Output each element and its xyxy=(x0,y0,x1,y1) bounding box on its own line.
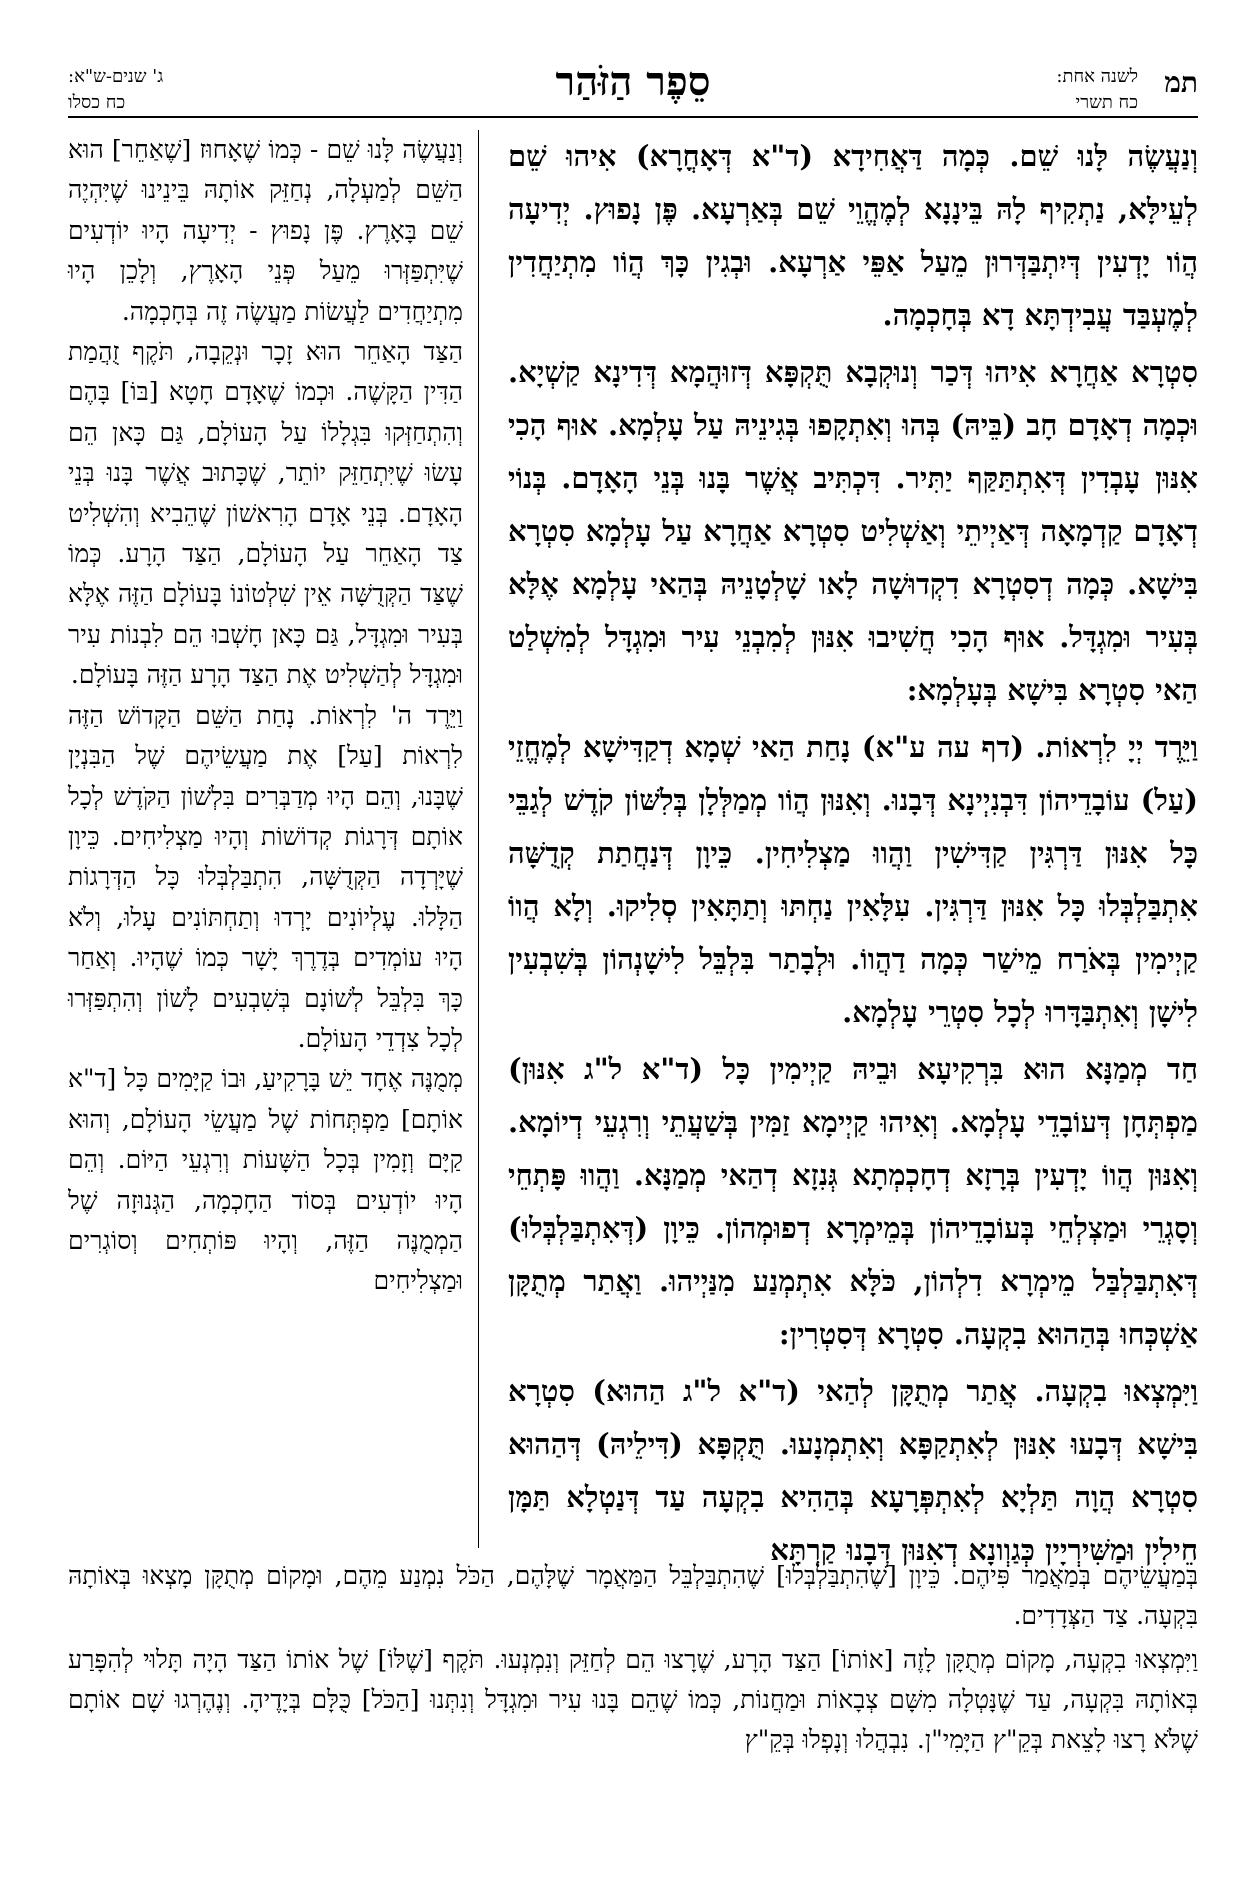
header-right-line2: כח תשרי xyxy=(1075,92,1138,113)
header-left-line1: ג' שנים-ש"א: xyxy=(68,66,164,87)
page-number: תמ xyxy=(1164,66,1198,99)
book-title: סֵפֶר הַזֹּהַר xyxy=(555,58,711,105)
hebrew-paragraph: וַיֵּרֶד ה' לִרְאוֹת. נָחַת הַשֵּׁם הַקָּדוֹשׁ הַזֶּה לִרְאוֹת [עַל] אֶת מַעֲשֵׂיהֶם שֶׁל הַבִּנְיָן שֶׁבָּנוּ, וְהֵם הָיוּ מְדַבְּרִים בִּלְשׁוֹן הַקֹּדֶשׁ לְכָל אוֹתָם דְּרָגוֹת קְדוֹשׁוֹת וְהָיוּ מַצְלִיחִים. כֵּיוָן שֶׁיָּרְדָה הַקְּדֻשָּׁה, הִתְבַּלְבְּלוּ כָּל הַדְּרָגוֹת הַלָּלוּ. עֶלְיוֹנִים יָרְדוּ וְתַחְתּוֹנִים עָלוּ, וְלֹא הָיוּ עוֹמְדִים בְּדֶרֶךְ יָשָׁר כְּמוֹ שֶׁהָיוּ. וְאַחַר כָּךְ בִּלְבֵּל לְשׁוֹנָם בְּשִׁבְעִים לָשׁוֹן וְהִתְפַּזְּרוּ לְכָל צִדְדֵי הָעוֹלָם. xyxy=(68,700,463,1053)
page-header xyxy=(68,58,1198,113)
header-divider xyxy=(68,116,1198,118)
header-right-line1: לשנה אחת: xyxy=(1056,66,1138,87)
hebrew-translation-column xyxy=(68,130,463,1550)
hebrew-paragraph: מְמֻנֶּה אֶחָד יֵשׁ בָּרָקִיעַ, וּבוֹ קַיָּמִים כָּל [ד"א אוֹתָם] מַפְתְּחוֹת שֶׁל מַעֲשֵׂי הָעוֹלָם, וְהוּא קַיָּם וְזָמִין בְּכָל הַשָּׁעוֹת וְרִגְעֵי הַיּוֹם. וְהֵם הָיוּ יוֹדְעִים בְּסוֹד הַחָכְמָה, הַגְּנוּזָה שֶׁל הַמְמֻנֶּה הַזֶּה, וְהָיוּ פּוֹתְחִים וְסוֹגְרִים וּמַצְלִיחִים xyxy=(68,1064,463,1296)
column-divider xyxy=(478,130,479,1548)
aramaic-paragraph: סִטְרָא אַחֲרָא אִיהוּ דְּכַר וְנוּקְבָא תֻּקְפָּא דְּזוּהֲמָא דְּדִינָא קַשְׁיָא. וּכְמָה דְאָדָם חָב (בֵּיהּ) בְּהוּ וְאִתְקָפוּ בְּגִינֵיהּ עַל עָלְמָא. אוּף הָכִי אִנּוּן עָבְדִין דְּאִתְתַּקַּף יַתִּיר. דִּכְתִּיב אֲשֶׁר בָּנוּ בְּנֵי הָאָדָם. בְּנוֹי דְאָדָם קַדְמָאָה דְּאַיְיתֵי וְאַשְׁלִיט סִטְרָא אַחֲרָא עַל עָלְמָא סִטְרָא בִּישָׁא. כְּמָה דְסִטְרָא דִקְדוּשָׁה לָאו שָׁלְטָנֵיהּ בְּהַאי עָלְמָא אֶלָּא בְּעִיר וּמִגְדָּל. אוּף הָכִי חֲשִׁיבוּ אִנּוּן לְמִבְנֵי עִיר וּמִגְדָּל לְמִשְׁלַט הַאי סִטְרָא בִּישָׁא בְּעָלְמָא: xyxy=(508,355,1198,707)
aramaic-text-column xyxy=(508,130,1198,1567)
aramaic-paragraph: וְנַעֲשֶׂה לָּנוּ שֵׁם. כְּמָה דַּאֲחִידָא (ד"א דְּאָחֳרָא) אִיהוּ שֵׁם לְעֵילָּא, נַתְקִיף לָהּ בֵּינָנָא לְמֶהֱוֵי שֵׁם בְּאַרְעָא. פֶּן נָפוּץ. יְדִיעָה הֲוֹו יָדְעִין דְּיִתְבַּדְּרוּן מֵעַל אַפֵּי אַרְעָא. וּבְגִין כָּךְ הֲוֹו מִתְיַחֲדִין לְמֶעְבַּד עֲבִידְתָּא דָא בְּחָכְמָה. xyxy=(508,139,1198,332)
hebrew-paragraph: וְנַעֲשֶׂה לָּנוּ שֵׁם - כְּמוֹ שֶׁאָחוּז [שֶׁאַחֵר] הוּא הַשֵּׁם לְמַעְלָה, נְחַזֵּק אוֹתָהּ בֵּינֵינוּ שֶׁיִּהְיֶה שֵׁם בָּאָרֶץ. פֶּן נָפוּץ - יְדִיעָה הָיוּ יוֹדְעִים שֶׁיִּתְפַּזְּרוּ מֵעַל פְּנֵי הָאָרֶץ, וְלָכֵן הָיוּ מִתְיַחֲדִים לַעֲשׂוֹת מַעֲשֶׂה זֶה בְּחָכְמָה. xyxy=(68,135,463,326)
bottom-paragraph: בְּמַעֲשֵׂיהֶם בְּמַאֲמַר פִּיהֶם. כֵּיוָן [שֶׁהִתְבַּלְבְּלוּ] שֶׁהִתְבַּלְבֵּל הַמַּאֲמָר שֶׁלָּהֶם, הַכֹּל נִמְנַע מֵהֶם, וּמָקוֹם מְתֻקָּן מָצְאוּ בְּאוֹתָהּ בִּקְעָה. צַד הַצְּדָדִים. xyxy=(68,1561,1198,1630)
aramaic-paragraph: חַד מְמַנָּא הוּא בִּרְקִיעָא וּבֵיהּ קַיְימִין כָּל (ד"א ל"ג אִנּוּן) מַפְתְּחָן דְּעוֹבָדֵי עָלְמָא. וְאִיהוּ קַיְימָא זַמִּין בְּשַׁעֲתֵי וְרִגְעֵי דְיוֹמָא. וְאִנּוּן הֲווֹ יָדְעִין בְּרָזָא דְחָכְמְתָא גְּנִזָא דְהַאי מְמַנָּא. וַהֲווּ פָּתְחֵי וְסָגְרֵי וּמַצְלְחֵי בְּעוֹבָדֵיהוֹן בְּמֵימְרָא דְפוּמְהוֹן. כֵּיוָן (דְּאִתְבַּלְבְּלוּ) דְּאִתְבַּלְבַּל מֵימְרָא דִלְהוֹן, כֹּלָּא אִתְמְנַע מִנַּיְיהוּ. וַאֲתַר מְתֻקָּן אַשְׁכְּחוּ בְּהַהוּא בִקְעָה. סִטְרָא דְּסִטְרִין: xyxy=(508,1052,1198,1351)
header-left-line2: כח כסלו xyxy=(68,92,126,113)
hebrew-paragraph: הַצַּד הָאַחֵר הוּא זָכָר וּנְקֵבָה, תֹּקֶף זֻהֲמַת הַדִּין הַקָּשֶׁה. וּכְמוֹ שֶׁאָדָם חָטָא [בּוֹ] בָּהֶם וְהִתְחַזְּקוּ בִּגְלָלוֹ עַל הָעוֹלָם, גַּם כָּאן הֵם עָשׂוּ שֶׁיִּתְחַזֵּק יוֹתֵר, שֶׁכָּתוּב אֲשֶׁר בָּנוּ בְּנֵי הָאָדָם. בְּנֵי אָדָם הָרִאשׁוֹן שֶׁהֵבִיא וְהִשְׁלִיט צַד הָאַחֵר עַל הָעוֹלָם, הַצַּד הָרָע. כְּמוֹ שֶׁצַּד הַקְּדֻשָּׁה אֵין שִׁלְטוֹנוֹ בָּעוֹלָם הַזֶּה אֶלָּא בְּעִיר וּמִגְדָּל, גַּם כָּאן חָשְׁבוּ הֵם לִבְנוֹת עִיר וּמִגְדָּל לְהַשְׁלִיט אֶת הַצַּד הָרָע הַזֶּה בָּעוֹלָם. xyxy=(68,337,463,690)
header-date-left xyxy=(68,64,163,116)
aramaic-paragraph: וַיִּמְצְאוּ בִקְעָה. אֲתַר מְתֻקָּן לְהַאי (ד"א ל"ג הַהוּא) סִטְרָא בִּישָׁא דְּבָעוּ אִנּוּן לְאִתְקַפָּא וְאִתְמְנָעוּ. תֻּקְפָּא (דִּילֵיהּ) דְּהַהוּא סִטְרָא הֲוָה תַּלְיָא לְאִתְפְּרָעָא בְּהַהִיא בִקְעָה עַד דְּנַטְלָא תַּמָּן חֵילִין וּמַשִּׁירְיָין כְּגַוְונָא דְאִנּוּן דְּבָנוּ קַרְתָּא xyxy=(508,1374,1198,1567)
aramaic-paragraph: וַיֵּרֶד יְיָ לִרְאוֹת. (דף עה ע"א) נָחַת הַאי שְׁמָא דְקַדִּישָׁא לְמֶחֱזֵי (עַל) עוֹבָדֵיהוֹן דִּבְנִיְינָא דְּבָנוּ. וְאִנּוּן הֲוֹו מְמַלְּלָן בְּלִשּׁוֹן קֹדֶשׁ לְגַבֵּי כָּל אִנּוּן דַּרְגִּין קַדִּישִׁין וַהֲווּ מַצְלִיחִין. כֵּיוָן דְּנַחֲתַת קְדֻשָּׁה אִתְבַּלְבְּלוּ כָּל אִנּוּן דַּרְגִּין. עִלָּאִין נַחְתּוּ וְתַתָּאִין סְלִיקוּ. וְלָא הֲווֹ קַיְימִין בְּאֹרַח מֵישַׁר כְּמָה דַהֲווֹ. וּלְבָתַר בִּלְבֵּל לִישָׁנְהוֹן בְּשִׁבְעִין לִישָׁן וְאִתְבַּדָּרוּ לְכָל סִטְרֵי עָלְמָא. xyxy=(508,730,1198,1029)
bottom-paragraph: וַיִּמְצְאוּ בִקְעָה, מָקוֹם מְתֻקָּן לָזֶה [אוֹתוֹ] הַצַּד הָרָע, שֶׁרָצוּ הֵם לְחַזֵּק וְנִמְנְעוּ. תֹּקֶף [שֶׁלּוֹ] שֶׁל אוֹתוֹ הַצַּד הָיָה תָּלוּי לְהִפָּרַע בְּאוֹתָהּ בִּקְעָה, עַד שֶׁנָּטְלָה מִשָּׁם צְבָאוֹת וּמַחֲנוֹת, כְּמוֹ שֶׁהֵם בָּנוּ עִיר וּמִגְדָּל וְנִתְּנוּ [הַכֹּל] כֻּלָּם בְּיָדֶיהָ. וְנֶהֶרְגוּ שָׁם אוֹתָם שֶׁלֹּא רָצוּ לָצֵאת בְּקֵ"ץ הַיָּמִי"ן. נִבְהֲלוּ וְנָפְלוּ בְּקֵ"ץ xyxy=(68,1645,1198,1754)
bottom-translation-section xyxy=(68,1556,1198,1764)
